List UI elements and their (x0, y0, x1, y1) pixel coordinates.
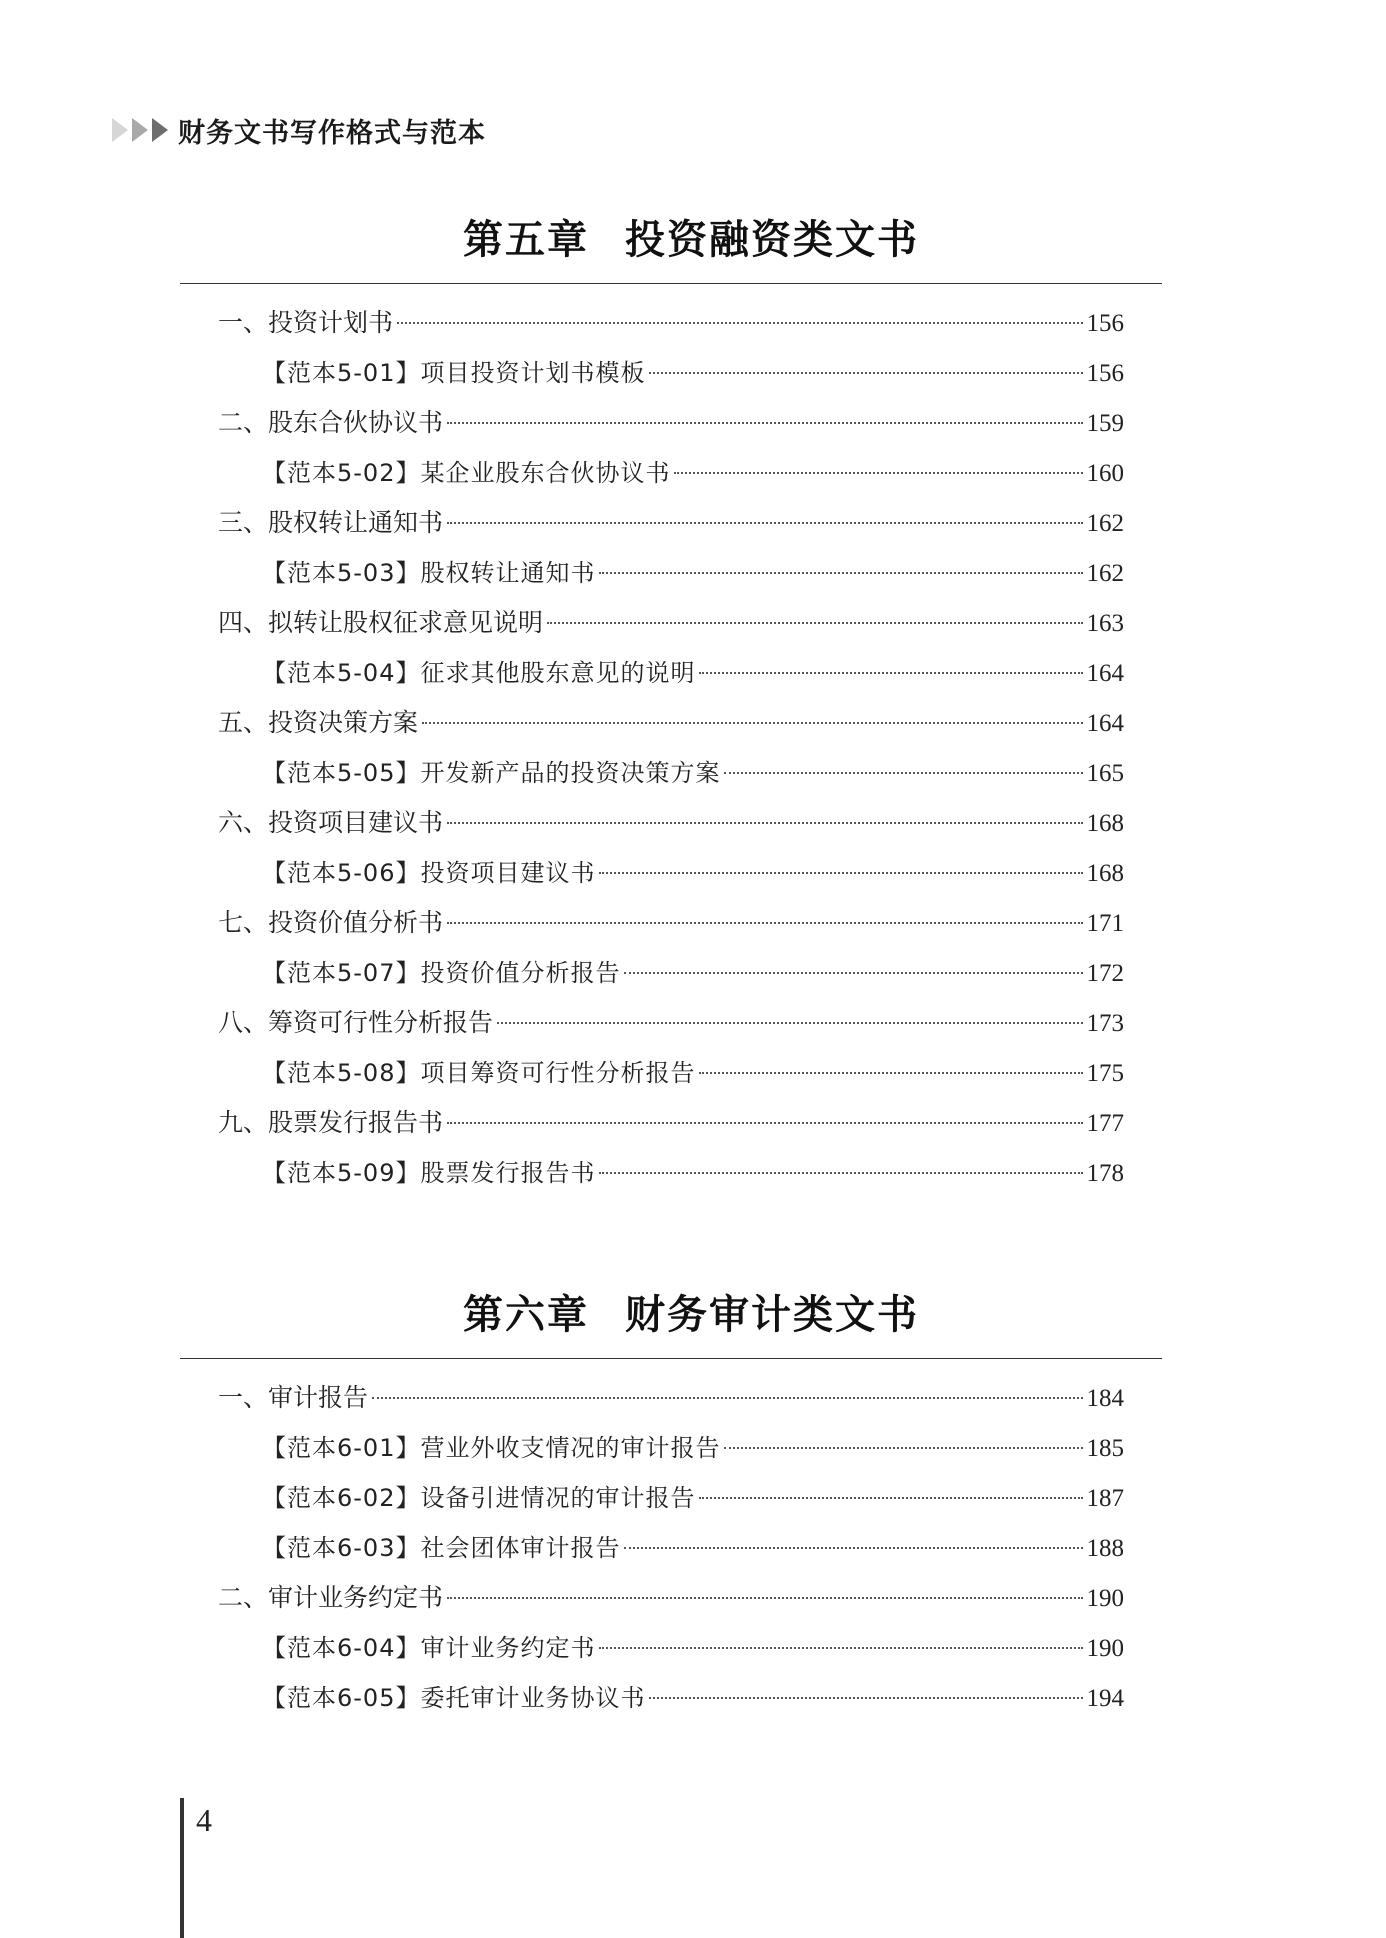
toc-entry-page: 164 (1086, 710, 1124, 737)
chapter-5-section (180, 205, 1162, 1198)
toc-leader-dots (599, 1647, 1082, 1649)
toc-entry-title: 【范本5-09】股票发行报告书 (262, 1159, 596, 1187)
chapter-6-heading (180, 1280, 1162, 1350)
toc-entry-title: 二、审计业务约定书 (218, 1583, 444, 1612)
toc-sample-entry[interactable] (180, 748, 1162, 798)
toc-leader-dots (447, 822, 1082, 824)
toc-leader-dots (397, 322, 1082, 324)
toc-entry-title: 四、拟转让股权征求意见说明 (218, 608, 544, 637)
chapter-6-title: 财务审计类文书 (625, 1291, 919, 1338)
toc-entry-page: 184 (1086, 1385, 1124, 1412)
chapter-6-toc (180, 1373, 1162, 1723)
toc-entry-page: 162 (1086, 560, 1124, 587)
running-header (110, 110, 486, 150)
chapter-5-toc (180, 298, 1162, 1198)
toc-section-entry[interactable] (180, 798, 1162, 848)
toc-section-entry[interactable] (180, 398, 1162, 448)
toc-leader-dots (447, 1597, 1082, 1599)
toc-entry-title: 五、投资决策方案 (218, 708, 419, 737)
book-title: 财务文书写作格式与范本 (178, 117, 486, 149)
chapter-6-section (180, 1280, 1162, 1723)
toc-leader-dots (497, 1022, 1082, 1024)
toc-leader-dots (624, 972, 1082, 974)
toc-leader-dots (649, 1697, 1082, 1699)
toc-entry-title: 【范本5-03】股权转让通知书 (262, 559, 596, 587)
toc-entry-page: 194 (1086, 1685, 1124, 1712)
toc-entry-page: 156 (1086, 360, 1124, 387)
toc-entry-title: 三、股权转让通知书 (218, 508, 444, 537)
toc-entry-page: 159 (1086, 410, 1124, 437)
toc-leader-dots (699, 1072, 1082, 1074)
toc-entry-title: 二、股东合伙协议书 (218, 408, 444, 437)
toc-sample-entry[interactable] (180, 648, 1162, 698)
toc-entry-title: 【范本5-06】投资项目建议书 (262, 859, 596, 887)
page-number: 4 (196, 1802, 212, 1838)
toc-leader-dots (447, 522, 1082, 524)
toc-entry-title: 七、投资价值分析书 (218, 908, 444, 937)
toc-entry-page: 178 (1086, 1160, 1124, 1187)
triangle-arrow-icon (110, 116, 130, 144)
toc-entry-page: 190 (1086, 1635, 1124, 1662)
toc-entry-page: 156 (1086, 310, 1124, 337)
toc-entry-title: 【范本5-02】某企业股东合伙协议书 (262, 459, 671, 487)
triangle-arrow-icon (150, 116, 170, 144)
toc-entry-page: 160 (1086, 460, 1124, 487)
toc-leader-dots (447, 922, 1082, 924)
toc-entry-title: 【范本5-07】投资价值分析报告 (262, 959, 621, 987)
toc-sample-entry[interactable] (180, 948, 1162, 998)
toc-entry-page: 177 (1086, 1110, 1124, 1137)
toc-sample-entry[interactable] (180, 1523, 1162, 1573)
toc-sample-entry[interactable] (180, 1148, 1162, 1198)
toc-sample-entry[interactable] (180, 1673, 1162, 1723)
toc-leader-dots (447, 422, 1082, 424)
chapter-5-heading (180, 205, 1162, 275)
toc-entry-page: 165 (1086, 760, 1124, 787)
toc-entry-title: 【范本5-01】项目投资计划书模板 (262, 359, 646, 387)
toc-section-entry[interactable] (180, 998, 1162, 1048)
toc-leader-dots (599, 872, 1082, 874)
toc-entry-page: 175 (1086, 1060, 1124, 1087)
toc-leader-dots (447, 1122, 1082, 1124)
toc-entry-page: 172 (1086, 960, 1124, 987)
toc-sample-entry[interactable] (180, 1473, 1162, 1523)
toc-leader-dots (547, 622, 1082, 624)
page-number-bar (180, 1798, 184, 1938)
toc-entry-page: 171 (1086, 910, 1124, 937)
toc-section-entry[interactable] (180, 898, 1162, 948)
toc-entry-title: 【范本5-08】项目筹资可行性分析报告 (262, 1059, 696, 1087)
toc-leader-dots (724, 1447, 1082, 1449)
toc-entry-title: 一、投资计划书 (218, 308, 394, 337)
chapter-5-rule (180, 283, 1162, 284)
toc-entry-page: 168 (1086, 860, 1124, 887)
triangle-arrow-icon (130, 116, 150, 144)
toc-section-entry[interactable] (180, 1373, 1162, 1423)
toc-sample-entry[interactable] (180, 448, 1162, 498)
toc-leader-dots (699, 672, 1082, 674)
toc-sample-entry[interactable] (180, 1048, 1162, 1098)
toc-entry-page: 163 (1086, 610, 1124, 637)
toc-entry-page: 168 (1086, 810, 1124, 837)
toc-section-entry[interactable] (180, 698, 1162, 748)
toc-entry-page: 187 (1086, 1485, 1124, 1512)
toc-entry-title: 九、股票发行报告书 (218, 1108, 444, 1137)
toc-section-entry[interactable] (180, 598, 1162, 648)
toc-section-entry[interactable] (180, 298, 1162, 348)
toc-leader-dots (674, 472, 1082, 474)
toc-entry-page: 162 (1086, 510, 1124, 537)
toc-entry-title: 六、投资项目建议书 (218, 808, 444, 837)
toc-entry-page: 164 (1086, 660, 1124, 687)
toc-entry-page: 188 (1086, 1535, 1124, 1562)
toc-leader-dots (624, 1547, 1082, 1549)
toc-sample-entry[interactable] (180, 1623, 1162, 1673)
toc-leader-dots (599, 1172, 1082, 1174)
toc-sample-entry[interactable] (180, 348, 1162, 398)
toc-entry-title: 一、审计报告 (218, 1383, 369, 1412)
toc-sample-entry[interactable] (180, 848, 1162, 898)
toc-section-entry[interactable] (180, 1098, 1162, 1148)
toc-leader-dots (422, 722, 1082, 724)
toc-entry-title: 【范本6-04】审计业务约定书 (262, 1634, 596, 1662)
toc-leader-dots (599, 572, 1082, 574)
chapter-6-rule (180, 1358, 1162, 1359)
toc-leader-dots (649, 372, 1082, 374)
chapter-6-number: 第六章 (463, 1291, 589, 1338)
toc-entry-title: 【范本6-01】营业外收支情况的审计报告 (262, 1434, 721, 1462)
toc-entry-title: 【范本6-05】委托审计业务协议书 (262, 1684, 646, 1712)
toc-sample-entry[interactable] (180, 1423, 1162, 1473)
toc-section-entry[interactable] (180, 498, 1162, 548)
toc-leader-dots (724, 772, 1082, 774)
toc-entry-page: 173 (1086, 1010, 1124, 1037)
toc-entry-page: 185 (1086, 1435, 1124, 1462)
toc-entry-title: 【范本6-03】社会团体审计报告 (262, 1534, 621, 1562)
toc-section-entry[interactable] (180, 1573, 1162, 1623)
toc-entry-title: 【范本6-02】设备引进情况的审计报告 (262, 1484, 696, 1512)
chapter-5-number: 第五章 (463, 216, 589, 263)
toc-sample-entry[interactable] (180, 548, 1162, 598)
toc-leader-dots (699, 1497, 1082, 1499)
toc-entry-title: 【范本5-04】征求其他股东意见的说明 (262, 659, 696, 687)
toc-entry-title: 【范本5-05】开发新产品的投资决策方案 (262, 759, 721, 787)
toc-entry-page: 190 (1086, 1585, 1124, 1612)
toc-entry-title: 八、筹资可行性分析报告 (218, 1008, 494, 1037)
toc-leader-dots (372, 1397, 1082, 1399)
chapter-5-title: 投资融资类文书 (625, 216, 919, 263)
header-arrows (110, 116, 170, 144)
